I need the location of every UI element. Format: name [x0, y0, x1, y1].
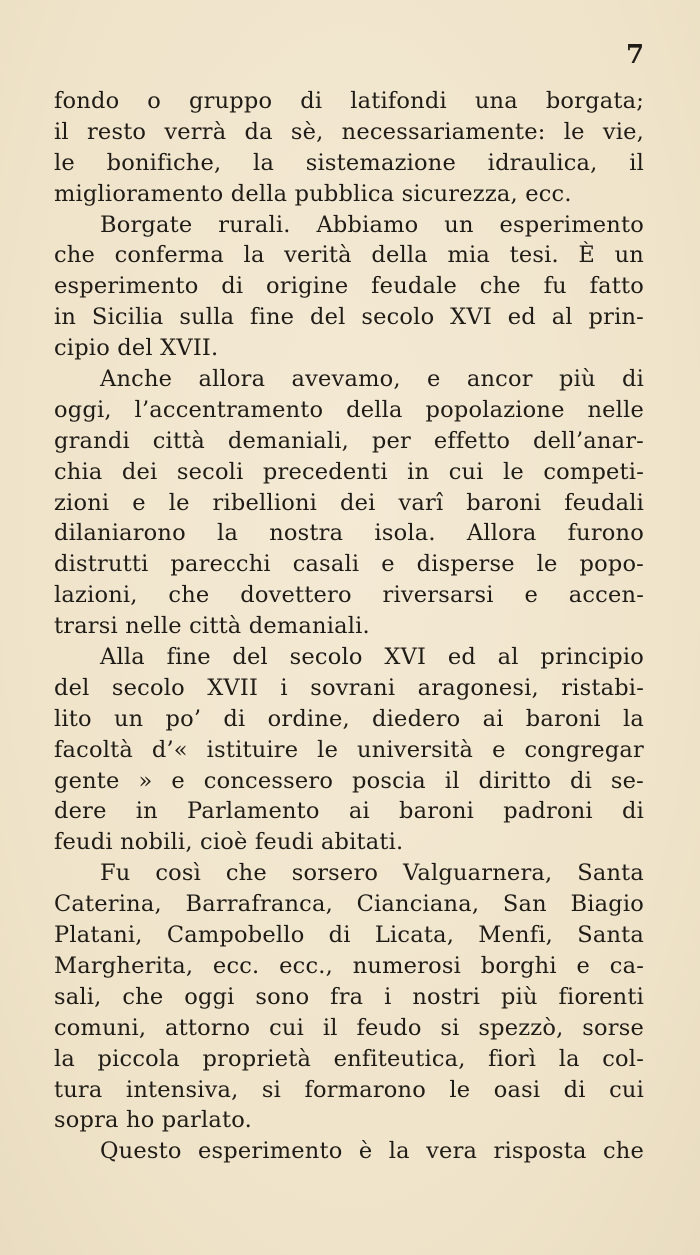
- text-line: feudi nobili, cioè feudi abitati.: [54, 829, 404, 856]
- text-line: comuni, attorno cui il feudo si spezzò, sorse: [54, 1014, 644, 1041]
- text-line: Borgate rurali. Abbiamo un esperimento: [100, 211, 644, 238]
- text-line: distrutti parecchi casali e disperse le popo-: [54, 551, 644, 578]
- text-line: sali, che oggi sono fra i nostri più fiorenti: [54, 983, 644, 1010]
- text-line: miglioramento della pubblica sicurezza, ecc.: [54, 180, 572, 207]
- text-line: le bonifiche, la sistemazione idraulica, il: [54, 149, 644, 176]
- text-line: Caterina, Barrafranca, Cianciana, San Biagio: [54, 891, 644, 918]
- text-line: Anche allora avevamo, e ancor più di: [100, 366, 644, 393]
- text-line: lito un po’ di ordine, diedero ai baroni la: [54, 705, 644, 732]
- text-line: in Sicilia sulla fine del secolo XVI ed al prin-: [54, 304, 644, 331]
- text-line: cipio del XVII.: [54, 335, 219, 362]
- text-line: gente » e concessero poscia il diritto di se-: [54, 767, 644, 794]
- text-line: Alla fine del secolo XVI ed al principio: [100, 644, 644, 671]
- text-line: Margherita, ecc. ecc., numerosi borghi e ca-: [54, 952, 644, 979]
- text-line: facoltà d’« istituire le università e congregar: [54, 736, 644, 763]
- text-line: dere in Parlamento ai baroni padroni di: [54, 798, 644, 825]
- text-line: Platani, Campobello di Licata, Menfi, Santa: [54, 922, 644, 949]
- text-line: sopra ho parlato.: [54, 1107, 252, 1134]
- text-line: la piccola proprietà enfiteutica, fiorì la col-: [54, 1045, 644, 1072]
- text-line: lazioni, che dovettero riversarsi e accen-: [54, 582, 644, 609]
- text-line: fondo o gruppo di latifondi una borgata;: [54, 88, 644, 114]
- text-line: esperimento di origine feudale che fu fatto: [54, 273, 644, 300]
- text-line: che conferma la verità della mia tesi. È un: [54, 242, 644, 269]
- text-line: oggi, l’accentramento della popolazione nelle: [54, 396, 644, 423]
- text-line: zioni e le ribellioni dei varî baroni feudali: [54, 489, 644, 516]
- text-line: il resto verrà da sè, necessariamente: le vie,: [54, 118, 644, 145]
- text-line: grandi città demaniali, per effetto dell’anar-: [54, 427, 644, 454]
- text-line: trarsi nelle città demaniali.: [54, 613, 370, 640]
- text-line: chia dei secoli precedenti in cui le competi-: [54, 458, 644, 485]
- text-line: dilaniarono la nostra isola. Allora furono: [54, 520, 644, 547]
- text-line: Fu così che sorsero Valguarnera, Santa: [100, 860, 644, 887]
- text-line: del secolo XVII i sovrani aragonesi, ristabi-: [54, 674, 644, 701]
- text-line: Questo esperimento è la vera risposta che: [100, 1138, 644, 1165]
- text-line: tura intensiva, si formarono le oasi di cui: [54, 1076, 644, 1103]
- body-text: [54, 86, 644, 1167]
- page-number: 7: [626, 40, 645, 70]
